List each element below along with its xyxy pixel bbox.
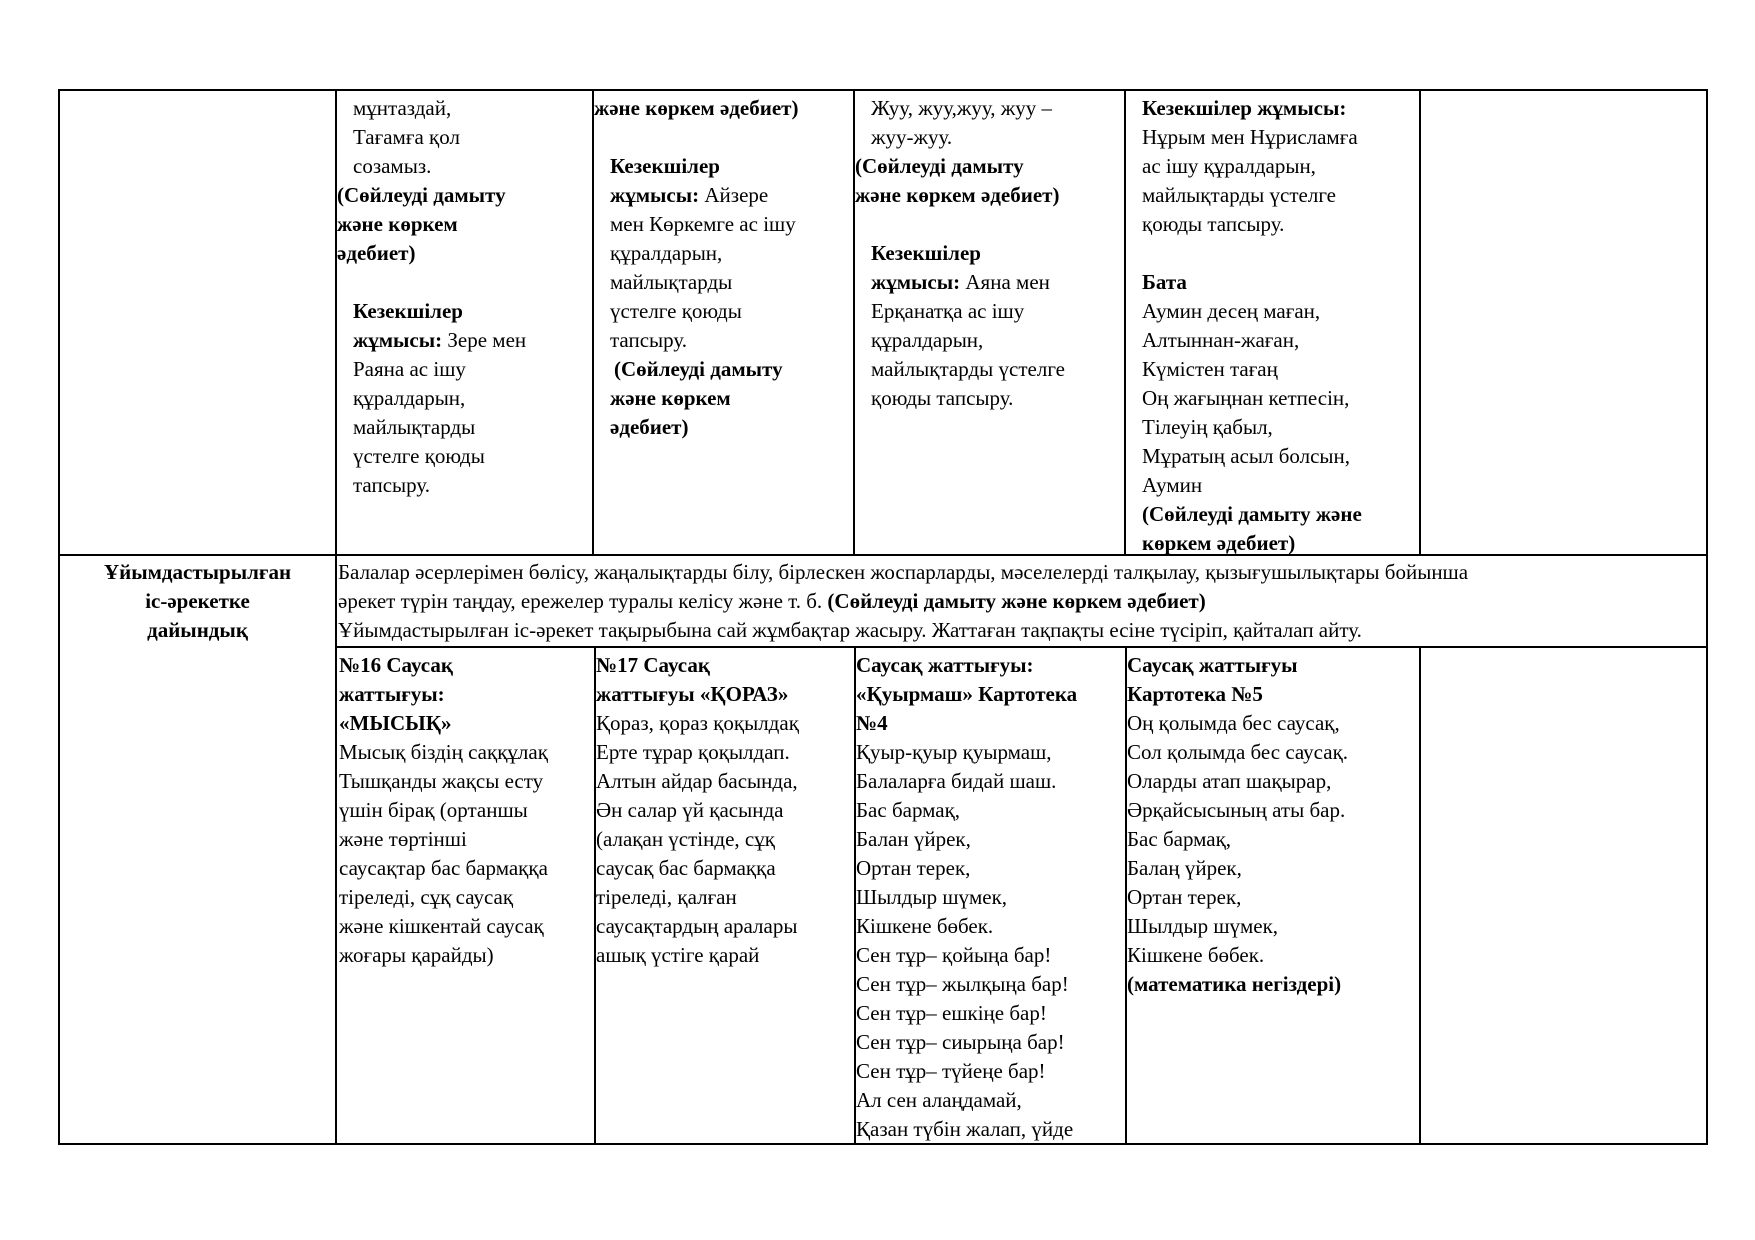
exercise-line: үшін бірақ (ортаншы [339,798,528,822]
duty-text: Аяна мен [960,270,1050,294]
duty-text: үстелге қоюды [610,299,742,323]
exercise-line: Ән салар үй қасында [596,798,784,822]
merged-description-cell [338,558,1706,645]
exercise-line: Ортан терек, [856,856,971,880]
section-label-line: Ұйымдастырылған [103,560,292,584]
exercise-line: Бас бармақ, [856,798,961,822]
exercise-line: Оң қолымда бес саусақ, [1127,711,1340,735]
text-line: Жуу, жуу,жуу, жуу – [871,96,1053,120]
duty-text: Айзере [699,183,769,207]
exercise-line: тіреледі, қалған [596,885,737,909]
duty-text: қоюды тапсыру. [871,386,1014,410]
bottom-cell-3 [856,651,1125,1143]
duty-text: майлықтарды үстелге [871,357,1065,381]
duty-title: Кезекшілер жұмысы: [1142,96,1347,120]
exercise-line: жоғары қарайды) [339,943,494,967]
subject-label: және көркем әдебиет) [855,183,1060,207]
exercise-line: Ортан терек, [1127,885,1242,909]
exercise-line: Ал сен алаңдамай, [856,1088,1022,1112]
top-cell-2 [594,94,853,554]
exercise-title: Саусақ жаттығуы: [856,653,1034,677]
exercise-line: Шылдыр шүмек, [1127,914,1279,938]
duty-title: жұмысы: [353,328,443,352]
duty-text: Раяна ас ішу [353,357,466,381]
exercise-line: Ерте тұрар қоқылдап. [596,740,790,764]
subject-label: көркем әдебиет) [1142,531,1296,554]
subject-label: және көркем [610,386,731,410]
exercise-line: және кішкентай саусақ [339,914,544,938]
subject-label: (Сөйлеуді дамыту [337,183,506,207]
duty-text: Зере мен [442,328,527,352]
top-cell-4 [1126,94,1419,554]
exercise-line: саусақтардың аралары [596,914,798,938]
blessing-line: Мұратың асыл болсын, [1142,444,1351,468]
subject-label: (Сөйлеуді дамыту және [1142,502,1362,526]
duty-title: жұмысы: [610,183,700,207]
exercise-line: Қуыр-қуыр қуырмаш, [856,740,1052,764]
duty-text: тапсыру. [353,473,431,497]
duty-text: құралдарын, [353,386,466,410]
exercise-line: Алтын айдар басында, [596,769,798,793]
duty-text: майлықтарды [610,270,733,294]
blessing-line: Аумин [1142,473,1203,497]
exercise-line: (алақан үстінде, сұқ [596,827,775,851]
bottom-cell-2 [596,651,854,1143]
exercise-title: «МЫСЫҚ» [339,711,452,735]
exercise-line: Балаларға бидай шаш. [856,769,1057,793]
duty-text: Нұрым мен Нұрисламға [1142,125,1358,149]
exercise-line: және төртінші [339,827,467,851]
exercise-title: жаттығуы «ҚОРАЗ» [596,682,789,706]
exercise-title: жаттығуы: [339,682,445,706]
duty-text: құралдарын, [610,241,723,265]
exercise-title: №17 Саусақ [596,653,710,677]
text-line: жуу-жуу. [871,125,953,149]
exercise-line: Кішкене бөбек. [856,914,994,938]
duty-title: Кезекшілер [353,299,463,323]
duty-title: Кезекшілер [610,154,720,178]
section-label-line: дайындық [147,618,248,642]
blessing-line: Оң жағыңнан кетпесін, [1142,386,1350,410]
exercise-line: Сен тұр– жылқыңа бар! [856,972,1069,996]
blessing-title: Бата [1142,270,1187,294]
duty-text: құралдарын, [871,328,984,352]
bottom-cell-4 [1127,651,1419,1143]
exercise-title: №4 [856,711,888,735]
exercise-line: Сол қолымда бес саусақ. [1127,740,1349,764]
subject-label: әдебиет) [610,415,689,439]
exercise-title: Саусақ жаттығуы [1127,653,1298,677]
blessing-line: Күмістен тағаң [1142,357,1278,381]
exercise-line: Әрқайсысының аты бар. [1127,798,1346,822]
exercise-line: Балан үйрек, [856,827,971,851]
exercise-line: тіреледі, сұқ саусақ [339,885,514,909]
duty-title: Кезекшілер [871,241,981,265]
exercise-line: Сен тұр– түйеңе бар! [856,1059,1046,1083]
exercise-line: Сен тұр– сиырыңа бар! [856,1030,1065,1054]
exercise-line: Кішкене бөбек. [1127,943,1265,967]
blessing-line: Аумин десең маған, [1142,299,1321,323]
duty-text: тапсыру. [610,328,688,352]
duty-text: ас ішу құралдарын, [1142,154,1316,178]
section-label [60,558,335,645]
table-right-border [1706,89,1708,1145]
col-divider-5-bottom [1419,646,1421,1145]
duty-text: Ерқанатқа ас ішу [871,299,1025,323]
duty-text: майлықтарды [353,415,476,439]
blessing-line: Алтыннан-жаған, [1142,328,1300,352]
exercise-line: Шылдыр шүмек, [856,885,1008,909]
row-divider-1 [58,554,1708,556]
exercise-line: Тышқанды жақсы есту [339,769,544,793]
exercise-line: саусақ бас бармаққа [596,856,776,880]
text-line: созамыз. [353,154,432,178]
exercise-line: Сен тұр– ешкіңе бар! [856,1001,1047,1025]
text-line: мұнтаздай, [353,96,452,120]
subject-label: және көркем әдебиет) [594,96,799,120]
exercise-title: Картотека №5 [1127,682,1263,706]
table-bottom-border [58,1143,1708,1145]
exercise-title: «Қуырмаш» Картотека [856,682,1078,706]
subject-label: әдебиет) [337,241,416,265]
exercise-line: Балаң үйрек, [1127,856,1242,880]
exercise-line: саусақтар бас бармаққа [339,856,548,880]
text-line: Тағамға қол [353,125,460,149]
top-cell-1 [337,94,592,554]
description-line: Балалар әсерлерімен бөлісу, жаңалықтарды білу, бірлескен жоспарларды, мәселелерді талқылау, қызығушылықтары бойынша [338,560,1469,584]
col-divider-5 [1419,89,1421,556]
description-line: Ұйымдастырылған іс-әрекет тақырыбына сай жұмбақтар жасыру. Жаттаған тақпақты есіне түсіріп, қайталап айту. [338,618,1362,642]
section-label-line: іс-әрекетке [145,589,250,613]
exercise-line: Мысық біздің саққұлақ [339,740,548,764]
duty-text: қоюды тапсыру. [1142,212,1285,236]
description-line: әрекет түрін таңдау, ережелер туралы келісу және т. б. [338,589,828,613]
subject-label: және көркем [337,212,458,236]
exercise-title: №16 Саусақ [339,653,453,677]
blessing-line: Тілеуің қабыл, [1142,415,1273,439]
exercise-line: Қораз, қораз қоқылдақ [596,711,799,735]
subject-label: (Сөйлеуді дамыту және көркем әдебиет) [827,589,1206,613]
exercise-line: Қазан түбін жалап, үйде [856,1117,1074,1141]
table-top-border [58,89,1708,91]
subject-label: (математика негіздері) [1127,972,1342,996]
exercise-line: Оларды атап шақырар, [1127,769,1332,793]
bottom-cell-1 [339,651,594,1143]
duty-title: жұмысы: [871,270,961,294]
subject-label: (Сөйлеуді дамыту [614,357,783,381]
top-cell-3 [855,94,1124,554]
subject-label: (Сөйлеуді дамыту [855,154,1024,178]
exercise-line: ашық үстіге қарай [596,943,760,967]
duty-text: үстелге қоюды [353,444,485,468]
row-divider-2 [336,646,1708,648]
duty-text: майлықтарды үстелге [1142,183,1336,207]
duty-text: мен Көркемге ас ішу [610,212,796,236]
exercise-line: Сен тұр– қойыңа бар! [856,943,1052,967]
exercise-line: Бас бармақ, [1127,827,1232,851]
